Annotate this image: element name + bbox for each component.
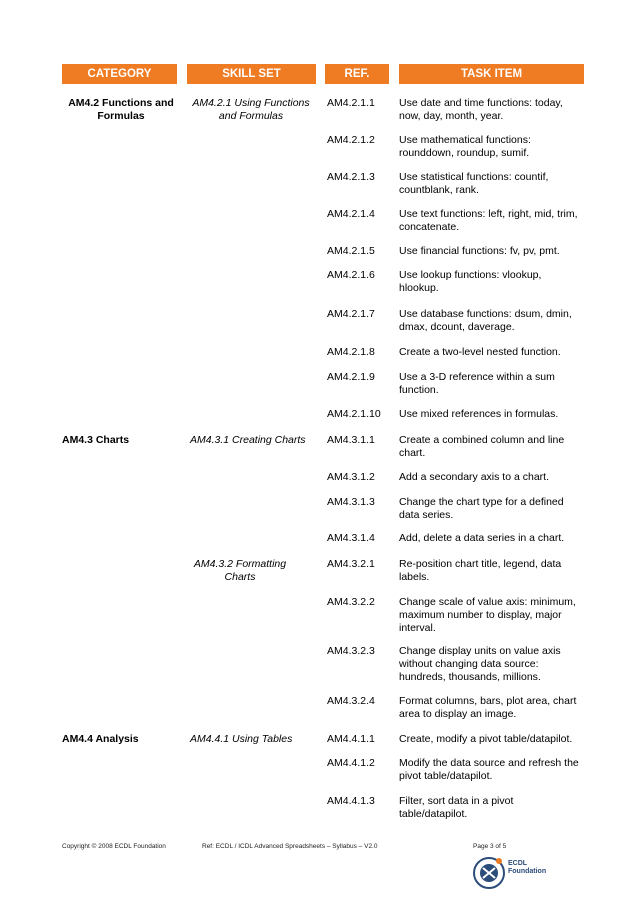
task-ref: AM4.2.1.5 <box>327 245 375 257</box>
task-ref: AM4.3.2.1 <box>327 558 375 570</box>
header-task-item: TASK ITEM <box>399 64 584 84</box>
skill-set-cell: AM4.4.1 Using Tables <box>190 733 293 745</box>
task-ref: AM4.3.1.2 <box>327 471 375 483</box>
task-text: Use mixed references in formulas. <box>399 408 559 420</box>
task-text: Filter, sort data in a pivot table/datapilot. <box>399 795 514 820</box>
task-text: Use database functions: dsum, dmin, dmax, dcount, daverage. <box>399 308 572 333</box>
header-category: CATEGORY <box>62 64 177 84</box>
logo-text-line1: ECDL <box>508 860 528 867</box>
task-text: Create a combined column and line chart. <box>399 434 565 459</box>
task-text: Format columns, bars, plot area, chart area to display an image. <box>399 695 577 720</box>
task-text: Change scale of value axis: minimum, maximum number to display, major interval. <box>399 596 576 634</box>
task-ref: AM4.4.1.2 <box>327 757 375 769</box>
task-ref: AM4.3.2.4 <box>327 695 375 707</box>
task-text: Use date and time functions: today, now, day, month, year. <box>399 97 563 122</box>
task-text: Create a two-level nested function. <box>399 346 561 358</box>
task-text: Add, delete a data series in a chart. <box>399 532 565 544</box>
category-cell: AM4.3 Charts <box>62 434 130 446</box>
logo-label <box>508 860 546 876</box>
skill-set-cell: AM4.3.1 Creating Charts <box>190 434 306 446</box>
logo-text-line2: Foundation <box>508 868 547 875</box>
skill-set-cell: AM4.3.2 Formatting Charts <box>193 558 287 583</box>
task-ref: AM4.2.1.8 <box>327 346 375 358</box>
footer-copyright: Copyright © 2008 ECDL Foundation <box>62 843 166 850</box>
task-text: Add a secondary axis to a chart. <box>399 471 549 483</box>
task-ref: AM4.4.1.1 <box>327 733 375 745</box>
task-text: Use statistical functions: countif, countblank, rank. <box>399 171 549 196</box>
task-text: Re-position chart title, legend, data labels. <box>399 558 562 583</box>
task-text: Use a 3-D reference within a sum function. <box>399 371 555 396</box>
task-ref: AM4.3.1.3 <box>327 496 375 508</box>
task-ref: AM4.3.2.2 <box>327 596 375 608</box>
task-ref: AM4.2.1.6 <box>327 269 375 281</box>
task-ref: AM4.2.1.3 <box>327 171 375 183</box>
task-ref: AM4.2.1.9 <box>327 371 375 383</box>
task-ref: AM4.4.1.3 <box>327 795 375 807</box>
footer-reference: Ref: ECDL / ICDL Advanced Spreadsheets – Syllabus – V2.0 <box>202 843 378 850</box>
task-text: Use mathematical functions: rounddown, roundup, sumif. <box>399 134 531 159</box>
task-ref: AM4.3.2.3 <box>327 645 375 657</box>
task-ref: AM4.3.1.1 <box>327 434 375 446</box>
task-text: Use financial functions: fv, pv, pmt. <box>399 245 560 257</box>
task-ref: AM4.2.1.1 <box>327 97 375 109</box>
task-ref: AM4.2.1.4 <box>327 208 375 220</box>
task-text: Change display units on value axis without changing data source: hundreds, thousands, millions. <box>399 645 561 683</box>
task-text: Change the chart type for a defined data series. <box>399 496 564 521</box>
task-ref: AM4.2.1.2 <box>327 134 375 146</box>
footer-page-number: Page 3 of 5 <box>473 843 507 850</box>
task-text: Use lookup functions: vlookup, hlookup. <box>399 269 542 294</box>
header-ref: REF. <box>325 64 389 84</box>
skill-set-cell: AM4.2.1 Using Functions and Formulas <box>192 97 310 122</box>
category-cell: AM4.2 Functions and Formulas <box>68 97 174 122</box>
category-cell: AM4.4 Analysis <box>62 733 139 745</box>
task-text: Create, modify a pivot table/datapilot. <box>399 733 573 745</box>
header-skill-set: SKILL SET <box>187 64 316 84</box>
task-ref: AM4.3.1.4 <box>327 532 375 544</box>
task-ref: AM4.2.1.10 <box>327 408 381 420</box>
task-ref: AM4.2.1.7 <box>327 308 375 320</box>
task-text: Modify the data source and refresh the pivot table/datapilot. <box>399 757 579 782</box>
task-text: Use text functions: left, right, mid, trim, concatenate. <box>399 208 578 233</box>
